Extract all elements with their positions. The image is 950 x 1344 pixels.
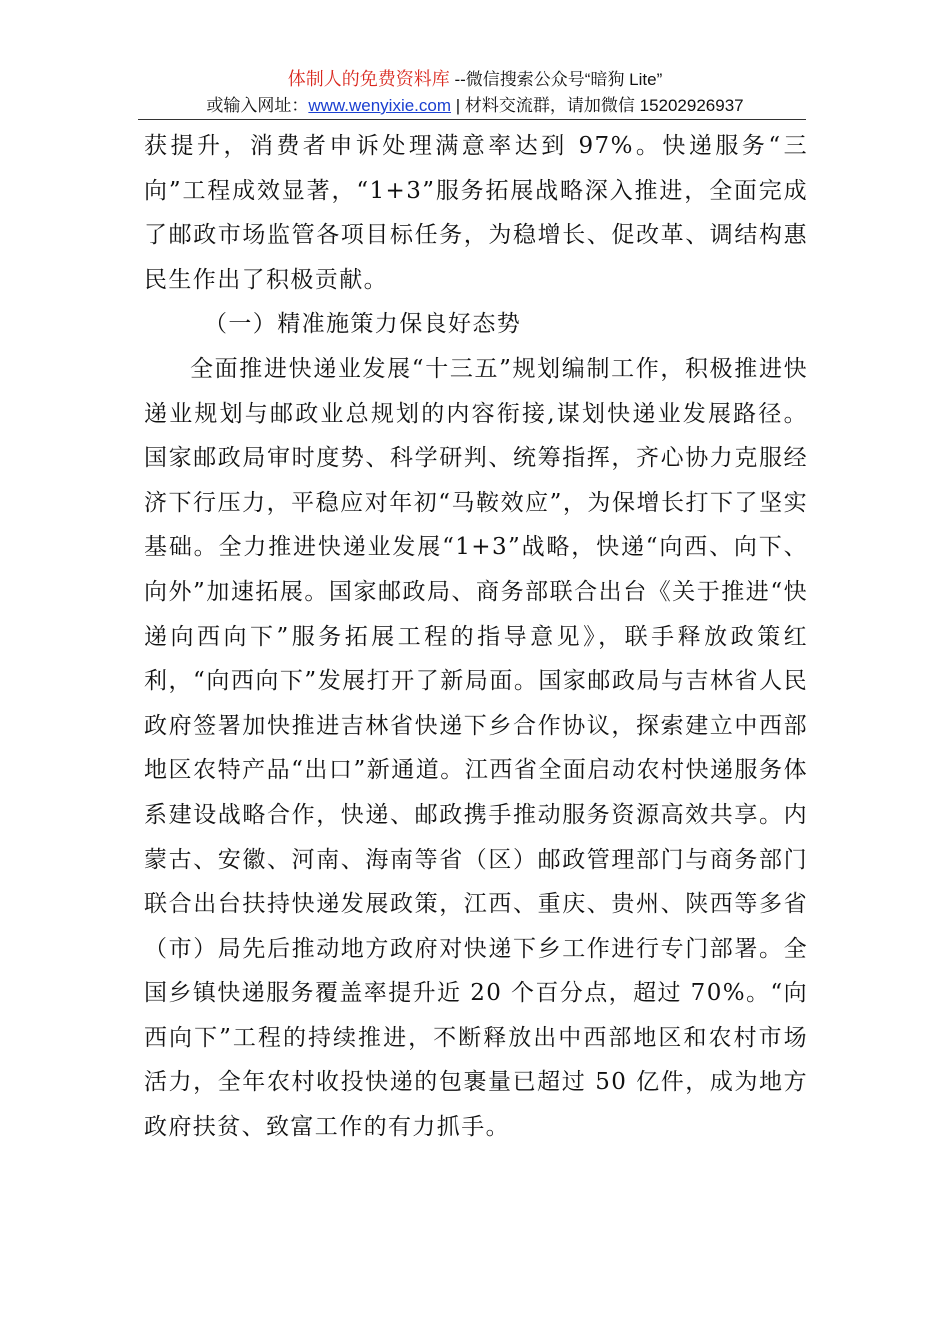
header-divider bbox=[138, 119, 806, 120]
document-body bbox=[144, 124, 808, 1150]
header-line-2 bbox=[0, 93, 950, 119]
header-contact: 材料交流群，请加微信 15202926937 bbox=[464, 96, 744, 115]
paragraph-continuation: 获提升，消费者申诉处理满意率达到 97%。快递服务“三向”工程成效显著，“1+3”服务拓展战略深入推进，全面完成了邮政市场监管各项目标任务，为稳增长、促改革、调结构惠民生作出了积极贡献。 bbox=[144, 133, 808, 293]
header-website-link[interactable]: www.wenyixie.com bbox=[308, 96, 452, 115]
header-wechat-note: --微信搜索公众号“暗狗 Lite” bbox=[449, 70, 663, 89]
header-url-prefix: 或输入网址： bbox=[206, 96, 309, 115]
section-heading: （一）精准施策力保良好态势 bbox=[204, 311, 522, 338]
paragraph-body: 全面推进快递业发展“十三五”规划编制工作，积极推进快递业规划与邮政业总规划的内容衔接,谋划快递业发展路径。国家邮政局审时度势、科学研判、统筹指挥，齐心协力克服经济下行压力，平稳应对年初“马鞍效应”，为保增长打下了坚实基础。全力推进快递业发展“1+3”战略，快递“向西、向下、向外”加速拓展。国家邮政局、商务部联合出台《关于推进“快递向西向下”服务拓展工程的指导意见》，联手释放政策红利，“向西向下”发展打开了新局面。国家邮政局与吉林省人民政府签署加快推进吉林省快递下乡合作协议，探索建立中西部地区农特产品“出口”新通道。江西省全面启动农村快递服务体系建设战略合作，快递、邮政携手推动服务资源高效共享。内蒙古、安徽、河南、海南等省（区）邮政管理部门与商务部门联合出台扶持快递发展政策，江西、重庆、贵州、陕西等多省（市）局先后推动地方政府对快递下乡工作进行专门部署。全国乡镇快递服务覆盖率提升近 20 个百分点，超过 70%。“向西向下”工程的持续推进，不断释放出中西部地区和农村市场活力，全年农村收投快递的包裹量已超过 50 亿件，成为地方政府扶贫、致富工作的有力抓手。 bbox=[144, 355, 808, 1141]
page-header bbox=[0, 66, 950, 119]
header-brand: 体制人的免费资料库 bbox=[287, 69, 450, 89]
header-line-1 bbox=[0, 66, 950, 93]
header-separator: | bbox=[451, 96, 465, 115]
